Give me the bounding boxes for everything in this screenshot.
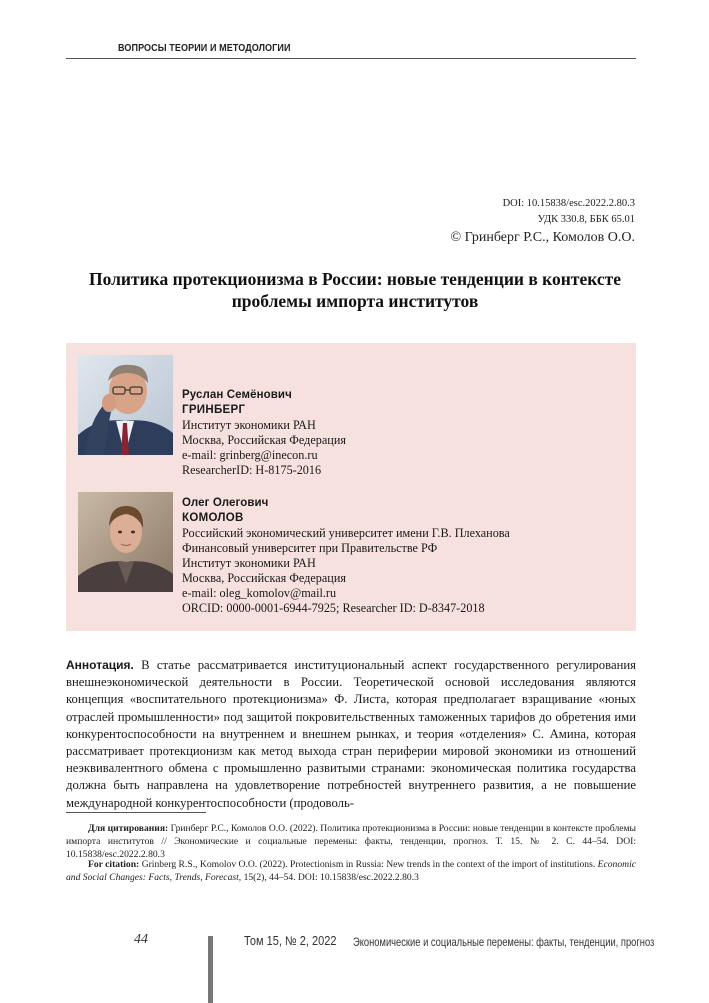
citation-ru: [66, 822, 636, 862]
abstract-label: Аннотация.: [66, 658, 134, 672]
author-orcid: ORCID: 0000-0001-6944-7925; Researcher ID: D-8347-2018: [182, 601, 485, 615]
author-location: Москва, Российская Федерация: [182, 571, 346, 585]
author-surname: КОМОЛОВ: [182, 512, 244, 524]
doi: DOI: 10.15838/esc.2022.2.80.3: [502, 198, 635, 209]
section-label: ВОПРОСЫ ТЕОРИИ И МЕТОДОЛОГИИ: [118, 42, 291, 54]
author-photo-komolov: [78, 492, 173, 592]
author-grinberg: [182, 388, 346, 478]
author-affiliation: Российский экономический университет имени Г.В. Плеханова: [182, 526, 510, 540]
footer-volume: Том 15, № 2, 2022: [244, 934, 337, 948]
author-komolov: [182, 496, 510, 616]
author-researcher-id: ResearcherID: H-8175-2016: [182, 463, 322, 477]
author-email: e-mail: grinberg@inecon.ru: [182, 448, 318, 462]
author-affiliation: Институт экономики РАН: [182, 556, 316, 570]
citation-en: [66, 858, 636, 884]
author-photo-grinberg: [78, 355, 173, 455]
author-location: Москва, Российская Федерация: [182, 433, 346, 447]
footer-bar: [208, 936, 213, 1003]
header-rule: [66, 58, 636, 59]
author-first-names: Олег Олегович: [182, 497, 269, 509]
abstract-text: В статье рассматривается институциональный аспект государственного регулирования внешнеэкономической деятельности в России. Теоретической основой исследования являются концепция «воспитательного протекционизма» Ф. Листа, которая предполагает взращивание «юных отраслей промышленности» под защитой покровительственных таможенных тарифов до обретения ими конкурентоспособности на внутреннем и внешнем рынках, и теория «отделения» С. Амина, которая рассматривает протекционизм как метод выхода стран периферии мировой экономики из отношений неэквивалентного обмена с промышленно развитыми странами: экономическая политика государства должна быть направлена на удовлетворение потребностей внутреннего развития, а не повышение международной конкурентоспособности (продоволь-: [66, 658, 636, 810]
copyright: © Гринберг Р.С., Комолов О.О.: [450, 230, 635, 245]
footer-journal: Экономические и социальные перемены: факты, тенденции, прогноз: [353, 935, 655, 949]
author-email: e-mail: oleg_komolov@mail.ru: [182, 586, 337, 600]
citation-ru-label: Для цитирования:: [88, 823, 169, 834]
page-number: 44: [134, 932, 148, 947]
citation-en-journal: Economic and Social Changes: Facts, Trends, Forecast,: [66, 859, 637, 884]
footnote-rule: [66, 812, 206, 813]
article-title: [60, 268, 650, 312]
title-line-2: проблемы импорта институтов: [231, 291, 479, 311]
title-line-1: Политика протекционизма в России: новые тенденции в контексте: [88, 269, 622, 289]
citation-en-text: Grinberg R.S., Komolov O.O. (2022). Protectionism in Russia: New trends in the context of the import of institutions.: [141, 859, 596, 870]
citation-ru-text: Гринберг Р.С., Комолов О.О. (2022). Политика протекционизма в России: новые тенденции в контексте проблемы импорта институтов // Экономические и социальные перемены: факты, тенденции, прогноз. Т. 15. № 2. С. 44–54. DOI: 10.15838/esc.2022.2.80.3: [66, 823, 637, 861]
author-first-names: Руслан Семёнович: [182, 389, 292, 401]
udk-bbk: УДК 330.8, ББК 65.01: [537, 214, 635, 225]
citation-en-label: For citation:: [88, 859, 140, 870]
author-surname: ГРИНБЕРГ: [182, 404, 246, 416]
citation-en-text-after: 15(2), 44–54. DOI: 10.15838/esc.2022.2.80.3: [243, 872, 419, 884]
abstract: [66, 657, 636, 812]
author-affiliation: Финансовый университет при Правительстве РФ: [182, 541, 438, 555]
author-affiliation: Институт экономики РАН: [182, 418, 316, 432]
